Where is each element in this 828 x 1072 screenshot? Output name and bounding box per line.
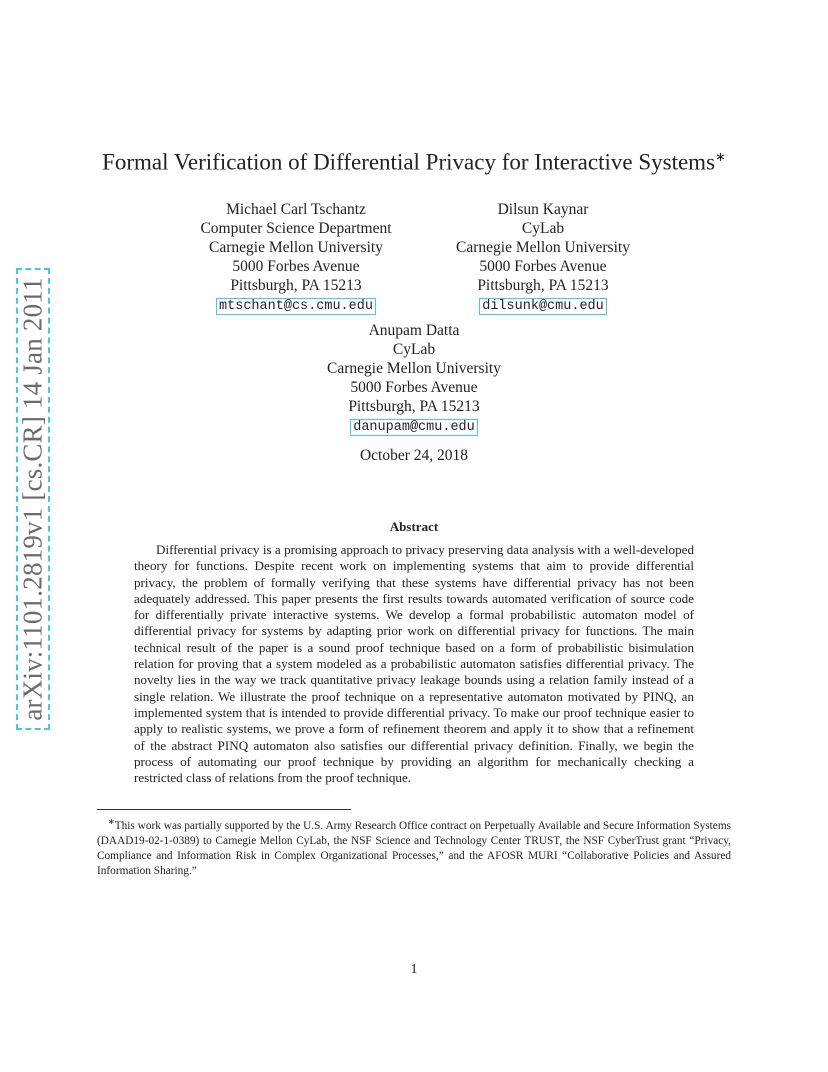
author-city: Pittsburgh, PA 15213 <box>348 398 480 415</box>
author-affiliation: CyLab <box>392 341 436 358</box>
author-address: 5000 Forbes Avenue <box>479 258 607 275</box>
footnote-mark: ∗ <box>108 817 115 826</box>
arxiv-identifier-stamp[interactable] <box>16 268 50 730</box>
footnote-text: This work was partially supported by the U.S. Army Research Office contract on Perpetually Available and Secure Information Systems (DAAD19-02-1-0389) to Carnegie Mellon CyLab, the NSF Science and Technology Center TRUST, the NSF CyberTrust grant “Privacy, Compliance and Information Risk in Complex Organizational Processes,” and the AFOSR MURI “Collaborative Policies and Assured Information Sharing.” <box>97 819 731 878</box>
author-institution: Carnegie Mellon University <box>327 360 501 377</box>
author-affiliation: CyLab <box>521 220 565 237</box>
paper-date: October 24, 2018 <box>359 447 469 464</box>
author-block-kaynar <box>436 200 650 315</box>
author-name: Dilsun Kaynar <box>497 201 589 218</box>
footnote-divider <box>97 809 351 810</box>
author-address: 5000 Forbes Avenue <box>350 379 478 396</box>
author-city: Pittsburgh, PA 15213 <box>477 277 609 294</box>
footnote <box>97 814 731 880</box>
author-email-link[interactable]: danupam@cmu.edu <box>350 419 478 436</box>
author-block-datta <box>304 321 524 436</box>
paper-title-text: Formal Verification of Differential Privacy for Interactive Systems <box>102 149 716 175</box>
arxiv-identifier-text: arXiv:1101.2819v1 [cs.CR] 14 Jan 2011 <box>17 277 48 721</box>
author-institution: Carnegie Mellon University <box>209 239 383 256</box>
title-footnote-mark[interactable]: ∗ <box>715 149 726 164</box>
author-name: Anupam Datta <box>368 322 460 339</box>
author-address: 5000 Forbes Avenue <box>232 258 360 275</box>
author-city: Pittsburgh, PA 15213 <box>230 277 362 294</box>
abstract-heading: Abstract <box>389 519 439 534</box>
author-block-tschantz <box>176 200 416 315</box>
author-name: Michael Carl Tschantz <box>226 201 366 218</box>
paper-title <box>0 149 828 176</box>
author-email-link[interactable]: dilsunk@cmu.edu <box>479 298 607 315</box>
author-affiliation: Computer Science Department <box>200 220 392 237</box>
author-email-link[interactable]: mtschant@cs.cmu.edu <box>216 298 376 315</box>
page-number: 1 <box>410 962 418 977</box>
abstract-body: Differential privacy is a promising approach to privacy preserving data analysis with a well-developed theory for functions. Despite recent work on implementing systems that aim to provide differential privacy, the problem of formally verifying that these systems have differential privacy has not been adequately addressed. This paper presents the first results towards automated verification of source code for differentially private interactive systems. We develop a formal probabilistic automaton model of differential privacy for systems by adapting prior work on differential privacy for functions. The main technical result of the paper is a sound proof technique based on a form of probabilistic bisimulation relation for proving that a system modeled as a probabilistic automaton satisfies differential privacy. The novelty lies in the way we track quantitative privacy leakage bounds using a relation family instead of a single relation. We illustrate the proof technique on a representative automaton motivated by PINQ, an implemented system that is intended to provide differential privacy. To make our proof technique easier to apply to realistic systems, we prove a form of refinement theorem and apply it to show that a refinement of the abstract PINQ automaton also satisfies our differential privacy definition. Finally, we begin the process of automating our proof technique by providing an algorithm for mechanically checking a restricted class of relations from the proof technique. <box>134 542 694 786</box>
author-institution: Carnegie Mellon University <box>456 239 630 256</box>
